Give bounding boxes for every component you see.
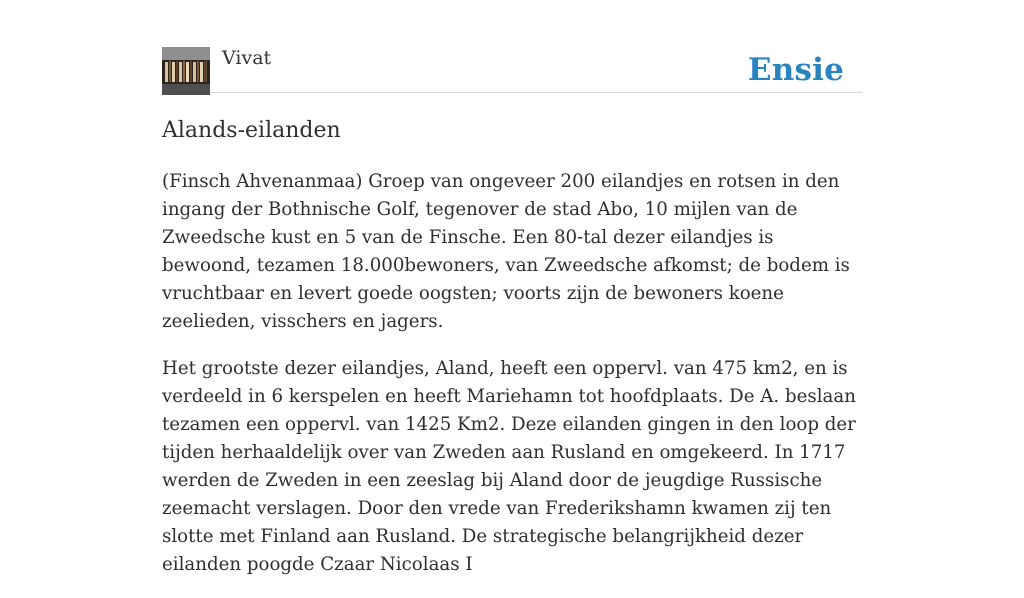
- paragraph-2: Het grootste dezer eilandjes, Aland, heeft een oppervl. van 475 km2, en is verdeeld in 6 kerspelen en heeft Mariehamn tot hoofdplaats. De A. beslaan tezamen een oppervl. van 1425 Km2. Deze eilanden gingen in den loop der tijden herhaaldelijk over van Zweden aan Rusland en omgekeerd. In 1717 werden de Zweden in een zeeslag bij Aland door de jeugdige Russische zeemacht verslagen. Door den vrede van Frederikshamn kwamen zij ten slotte met Finland aan Rusland. De strategische belangrijkheid dezer eilanden poogde Czaar Nicolaas I: [162, 358, 856, 575]
- author-name[interactable]: Vivat: [222, 47, 272, 69]
- ensie-logo[interactable]: Ensie: [747, 52, 844, 88]
- paragraph-1: (Finsch Ahvenanmaa) Groep van ongeveer 200 eilandjes en rotsen in den ingang der Bothnische Golf, tegenover de stad Abo, 10 mijlen van de Zweedsche kust en 5 van de Finsche. Een 80-tal dezer eilandjes is bewoond, tezamen 18.000bewoners, van Zweedsche afkomst; de bodem is vruchtbaar en levert goede oogsten; voorts zijn de bewoners koene zeelieden, visschers en jagers.: [162, 171, 850, 332]
- avatar-image: [162, 47, 210, 95]
- article-body: [162, 168, 867, 598]
- article-title: Alands-eilanden: [162, 118, 341, 143]
- book-spines-avatar-icon[interactable]: [162, 47, 210, 95]
- header: [162, 46, 862, 93]
